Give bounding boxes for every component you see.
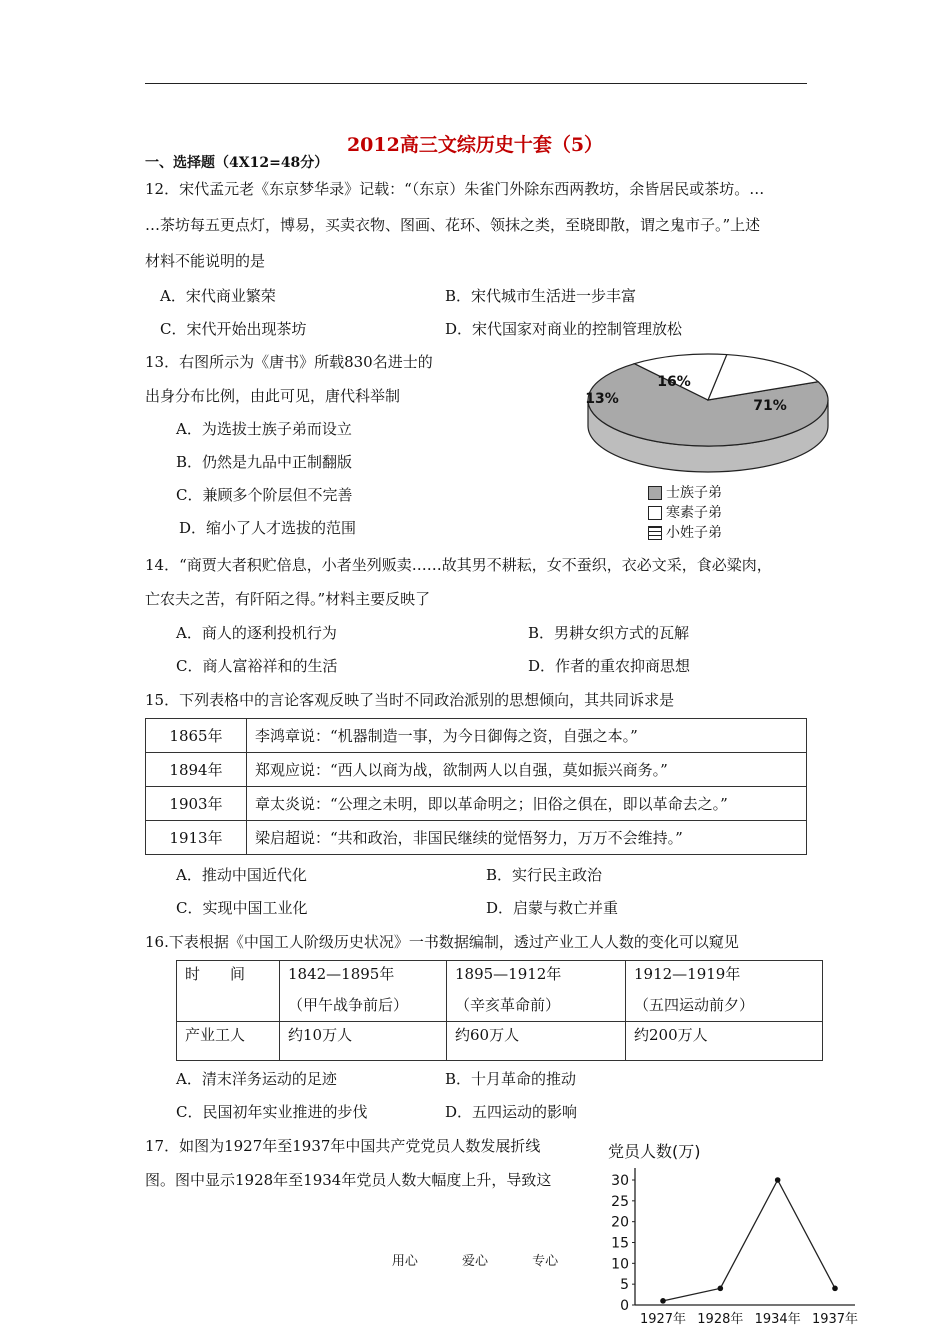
q13-line-1: 13．右图所示为《唐书》所载830名进士的 bbox=[145, 353, 433, 371]
q13-option-c: C．兼顾多个阶层但不完善 bbox=[176, 486, 353, 504]
q16-option-a: A．清末洋务运动的足迹 bbox=[176, 1070, 337, 1088]
footer-word-2: 爱心 bbox=[461, 1254, 488, 1269]
q12-option-c: C．宋代开始出现茶坊 bbox=[160, 320, 307, 338]
table-header-period-2 bbox=[447, 961, 626, 1022]
q16-option-b: B．十月革命的推动 bbox=[445, 1070, 577, 1088]
footer-word-3: 专心 bbox=[532, 1254, 559, 1269]
data-point bbox=[775, 1177, 781, 1183]
table-cell-value-1: 约10万人 bbox=[280, 1022, 447, 1061]
table-row bbox=[146, 821, 807, 855]
q14-line-2: 亡农夫之苦，有阡陌之得。”材料主要反映了 bbox=[145, 590, 431, 608]
table-header-period-1 bbox=[280, 961, 447, 1022]
y-tick-label: 0 bbox=[620, 1298, 629, 1314]
table-row bbox=[146, 753, 807, 787]
table-cell-quote: 梁启超说：“共和政治，非国民继续的觉悟努力，万万不会维持。” bbox=[247, 821, 807, 855]
q14-option-d: D．作者的重农抑商思想 bbox=[528, 657, 691, 675]
q15-option-a: A．推动中国近代化 bbox=[176, 866, 307, 884]
table-header-time: 时 间 bbox=[177, 961, 280, 1022]
page-title: 2012高三文综历史十套（5） bbox=[346, 134, 604, 156]
table-row bbox=[146, 787, 807, 821]
table-cell-quote: 李鸿章说：“机器制造一事，为今日御侮之资，自强之本。” bbox=[247, 719, 807, 753]
x-tick-label: 1934年 bbox=[754, 1312, 801, 1327]
legend-swatch-shizu bbox=[648, 486, 662, 500]
q14-option-b: B．男耕女织方式的瓦解 bbox=[528, 624, 690, 642]
table-cell-value-3: 约200万人 bbox=[626, 1022, 823, 1061]
footer-word-1: 用心 bbox=[391, 1254, 418, 1269]
q12-line-1: 12．宋代孟元老《东京梦华录》记载：“（东京）朱雀门外除东西两教坊，余皆居民或茶坊。… bbox=[145, 180, 765, 198]
q12-option-b: B．宋代城市生活进一步丰富 bbox=[445, 287, 637, 305]
q16-option-c: C．民国初年实业推进的步伐 bbox=[176, 1103, 368, 1121]
x-tick-label: 1927年 bbox=[639, 1312, 687, 1327]
page-footer bbox=[0, 1250, 950, 1269]
q13-option-d: D．缩小了人才选拔的范围 bbox=[179, 519, 357, 537]
q16-line-1: 16.下表根据《中国工人阶级历史状况》一书数据编制，透过产业工人人数的变化可以窥见 bbox=[145, 933, 739, 951]
period-1-years: 1842—1895年 bbox=[288, 965, 395, 983]
q15-option-b: B．实行民主政治 bbox=[486, 866, 603, 884]
legend-label-xiaoxing: 小姓子弟 bbox=[666, 525, 722, 541]
legend-swatch-xiaoxing bbox=[648, 526, 662, 540]
table-cell-quote: 章太炎说：“公理之未明，即以革命明之；旧俗之俱在，即以革命去之。” bbox=[247, 787, 807, 821]
q15-option-d: D．启蒙与救亡并重 bbox=[486, 899, 619, 917]
pie-chart bbox=[570, 350, 830, 480]
table-row bbox=[146, 719, 807, 753]
q12-line-3: 材料不能说明的是 bbox=[145, 252, 266, 270]
q13-option-b: B．仍然是九品中正制翻版 bbox=[176, 453, 353, 471]
q17-line-2: 图。图中显示1928年至1934年党员人数大幅度上升，导致这 bbox=[145, 1171, 552, 1189]
line-chart bbox=[600, 1135, 870, 1335]
period-3-years: 1912—1919年 bbox=[634, 965, 741, 983]
y-axis-label: 党员人数(万) bbox=[608, 1142, 701, 1161]
pie-slice-label: 71% bbox=[753, 398, 787, 414]
q14-line-1: 14．“商贾大者积贮倍息，小者坐列贩卖……故其男不耕耘，女不蚕织，衣必文采，食必粱肉， bbox=[145, 556, 772, 574]
section-heading: 一、选择题（4X12=48分） bbox=[145, 155, 329, 171]
q14-option-c: C．商人富裕祥和的生活 bbox=[176, 657, 338, 675]
q14-option-a: A．商人的逐利投机行为 bbox=[176, 624, 337, 642]
y-tick-label: 15 bbox=[611, 1235, 629, 1252]
y-tick-label: 30 bbox=[611, 1173, 629, 1189]
x-tick-label: 1928年 bbox=[697, 1312, 744, 1327]
table-cell-quote: 郑观应说：“西人以商为战，欲制两人以自强，莫如振兴商务。” bbox=[247, 753, 807, 787]
series-line bbox=[663, 1180, 835, 1301]
q15-table bbox=[145, 718, 807, 855]
data-point bbox=[718, 1286, 724, 1292]
q12-option-a: A．宋代商业繁荣 bbox=[160, 287, 276, 305]
table-cell-label: 产业工人 bbox=[177, 1022, 280, 1061]
period-1-note: （甲午战争前后） bbox=[288, 996, 409, 1014]
q15-line-1: 15．下列表格中的言论客观反映了当时不同政治派别的思想倾向，其共同诉求是 bbox=[145, 691, 675, 709]
q13-option-a: A．为选拔士族子弟而设立 bbox=[176, 420, 352, 438]
period-2-years: 1895—1912年 bbox=[455, 965, 562, 983]
x-tick-label: 1937年 bbox=[811, 1312, 859, 1327]
q17-line-1: 17．如图为1927年至1937年中国共产党党员人数发展折线 bbox=[145, 1137, 541, 1155]
table-row bbox=[177, 961, 823, 1022]
data-point bbox=[660, 1298, 666, 1304]
q12-option-d: D．宋代国家对商业的控制管理放松 bbox=[445, 320, 683, 338]
table-header-period-3 bbox=[626, 961, 823, 1022]
pie-slice-label: 16% bbox=[657, 374, 691, 390]
q13-line-2: 出身分布比例，由此可见，唐代科举制 bbox=[145, 387, 401, 405]
table-cell-value-2: 约60万人 bbox=[447, 1022, 626, 1061]
table-row bbox=[177, 1022, 823, 1061]
pie-slice-label: 13% bbox=[585, 391, 619, 407]
table-cell-year: 1913年 bbox=[146, 821, 247, 855]
data-point bbox=[832, 1286, 838, 1292]
legend-swatch-hansu bbox=[648, 506, 662, 520]
y-tick-label: 5 bbox=[620, 1277, 629, 1294]
period-2-note: （辛亥革命前） bbox=[455, 996, 561, 1014]
y-tick-label: 25 bbox=[611, 1193, 629, 1210]
q12-line-2: …茶坊每五更点灯，博易，买卖衣物、图画、花环、领抹之类，至晓即散，谓之鬼市子。”上述 bbox=[145, 216, 761, 234]
legend-label-shizu: 士族子弟 bbox=[666, 485, 722, 501]
legend-label-hansu: 寒素子弟 bbox=[666, 505, 722, 521]
q16-table bbox=[176, 960, 823, 1061]
header-rule bbox=[145, 83, 807, 84]
q15-option-c: C．实现中国工业化 bbox=[176, 899, 308, 917]
y-tick-label: 10 bbox=[611, 1256, 629, 1273]
period-3-note: （五四运动前夕） bbox=[634, 996, 755, 1014]
table-cell-year: 1903年 bbox=[146, 787, 247, 821]
table-cell-year: 1894年 bbox=[146, 753, 247, 787]
y-tick-label: 20 bbox=[611, 1214, 629, 1231]
table-cell-year: 1865年 bbox=[146, 719, 247, 753]
q16-option-d: D．五四运动的影响 bbox=[445, 1103, 578, 1121]
